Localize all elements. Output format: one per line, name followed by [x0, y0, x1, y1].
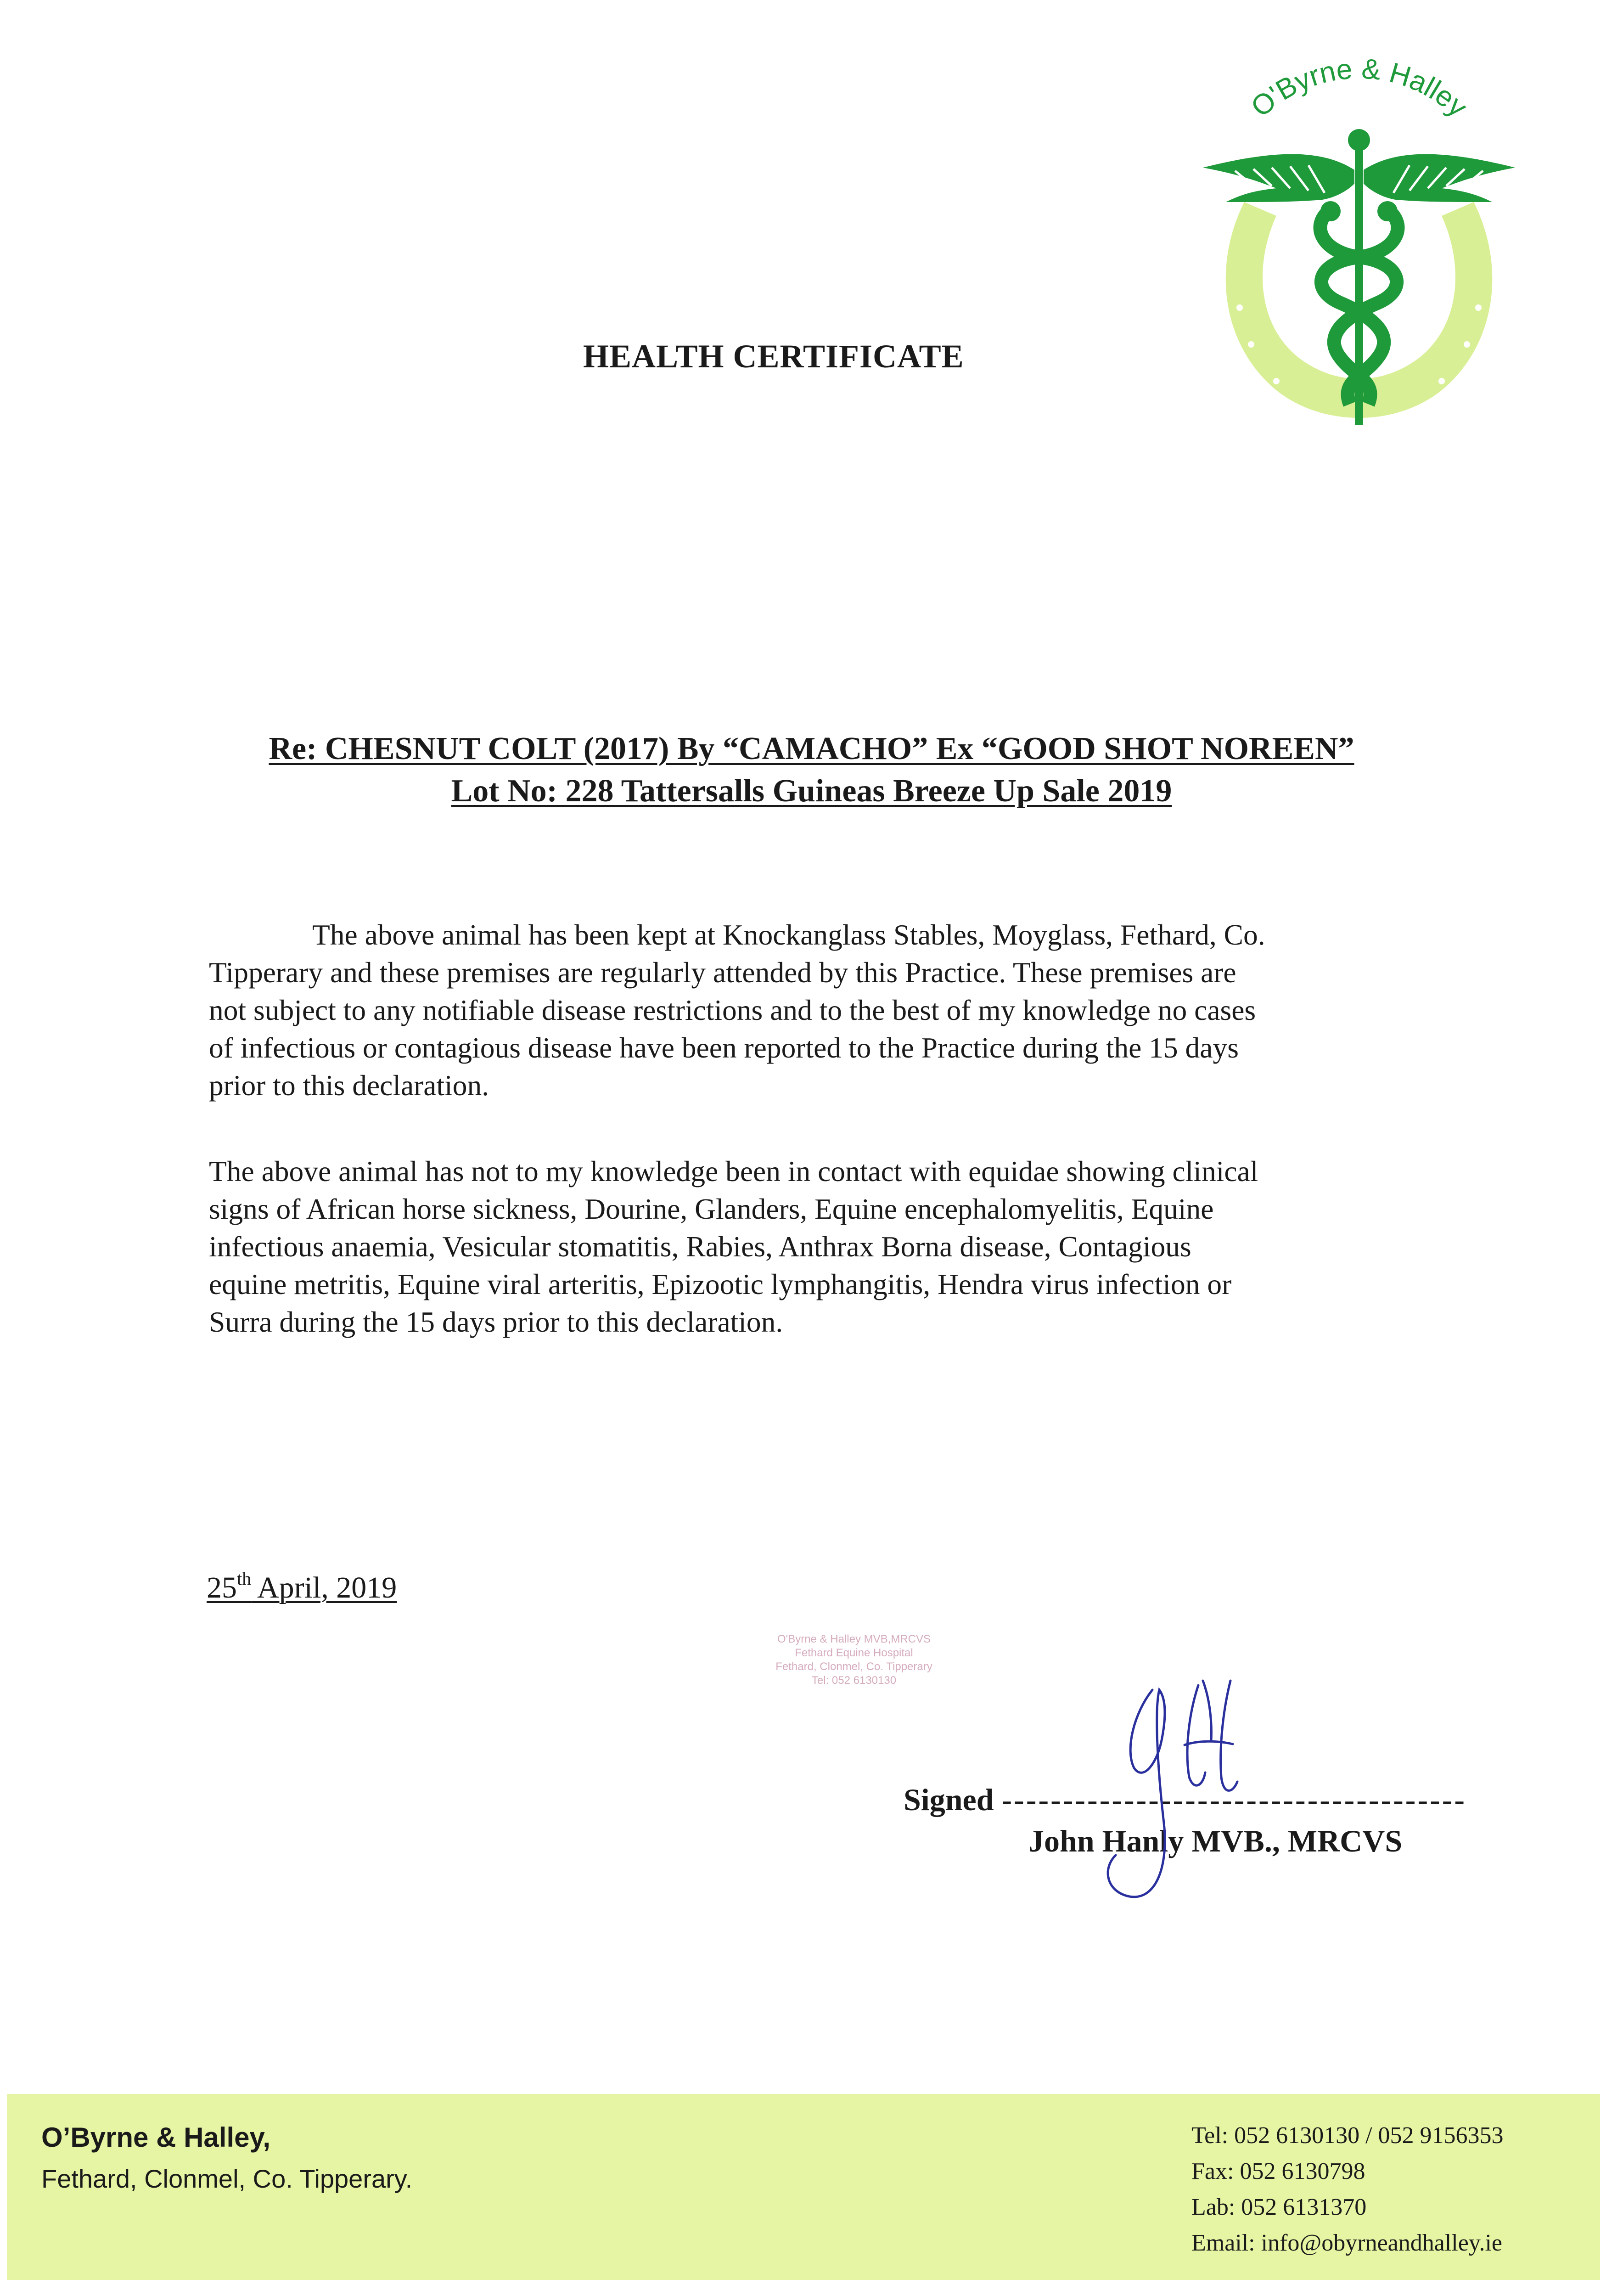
obyrne-halley-logo [1185, 51, 1533, 445]
date-month-year: April, 2019 [251, 1571, 397, 1604]
paragraph-line: The above animal has been kept at Knockanglass Stables, Moyglass, Fethard, Co. [312, 918, 1265, 951]
subject-line-horse: Re: CHESNUT COLT (2017) By “CAMACHO” Ex “GOOD SHOT NOREEN” [269, 731, 1354, 766]
paragraph-line: The above animal has not to my knowledge been in contact with equidae showing clinical [209, 1155, 1258, 1187]
paragraph-line: equine metritis, Equine viral arteritis, Epizootic lymphangitis, Hendra virus infection or [209, 1268, 1232, 1300]
signed-label: Signed [904, 1782, 994, 1817]
paragraph-line: prior to this declaration. [209, 1069, 489, 1102]
certificate-date [207, 1570, 397, 1605]
footer-address: Fethard, Clonmel, Co. Tipperary. [41, 2164, 413, 2193]
paragraph-line: signs of African horse sickness, Dourine, Glanders, Equine encephalomyelitis, Equine [209, 1193, 1214, 1225]
stamp-line: Fethard, Clonmel, Co. Tipperary [775, 1660, 932, 1673]
signature-dashes: -------------------------------------- [1001, 1782, 1467, 1817]
footer-tel: Tel: 052 6130130 / 052 9156353 [1191, 2122, 1504, 2149]
stamp-line: Tel: 052 6130130 [811, 1674, 897, 1687]
stamp-line: O'Byrne & Halley MVB,MRCVS [777, 1633, 931, 1645]
paragraph-line: infectious anaemia, Vesicular stomatitis, Rabies, Anthrax Borna disease, Contagious [209, 1230, 1191, 1263]
practice-stamp [744, 1632, 964, 1688]
paragraph-line: Tipperary and these premises are regularly attended by this Practice. These premises are [209, 956, 1236, 989]
signer-name: John Hanly MVB., MRCVS [1028, 1823, 1403, 1858]
subject-line-lot: Lot No: 228 Tattersalls Guineas Breeze Up Sale 2019 [451, 773, 1172, 809]
document-title: HEALTH CERTIFICATE [583, 338, 964, 375]
paragraph-line: of infectious or contagious disease have been reported to the Practice during the 15 days [209, 1031, 1239, 1064]
subject-block [0, 728, 1623, 812]
date-day: 25 [207, 1571, 237, 1604]
footer-contacts [1191, 2118, 1504, 2261]
paragraph-disease-contact [209, 1153, 1393, 1341]
paragraph-line: not subject to any notifiable disease restrictions and to the best of my knowledge no cases [209, 994, 1256, 1026]
paragraph-premises [209, 916, 1393, 1104]
date-ordinal: th [237, 1568, 252, 1589]
logo-arc-text: O'Byrne & Halley [1245, 53, 1473, 124]
footer-firm-name: O’Byrne & Halley, [41, 2122, 271, 2153]
handwritten-signature [1051, 1671, 1290, 1910]
footer-lab: Lab: 052 6131370 [1191, 2194, 1367, 2220]
footer-email[interactable]: Email: info@obyrneandhalley.ie [1191, 2230, 1502, 2256]
stamp-line: Fethard Equine Hospital [795, 1647, 913, 1659]
paragraph-line: Surra during the 15 days prior to this declaration. [209, 1306, 783, 1338]
footer-fax: Fax: 052 6130798 [1191, 2158, 1365, 2184]
